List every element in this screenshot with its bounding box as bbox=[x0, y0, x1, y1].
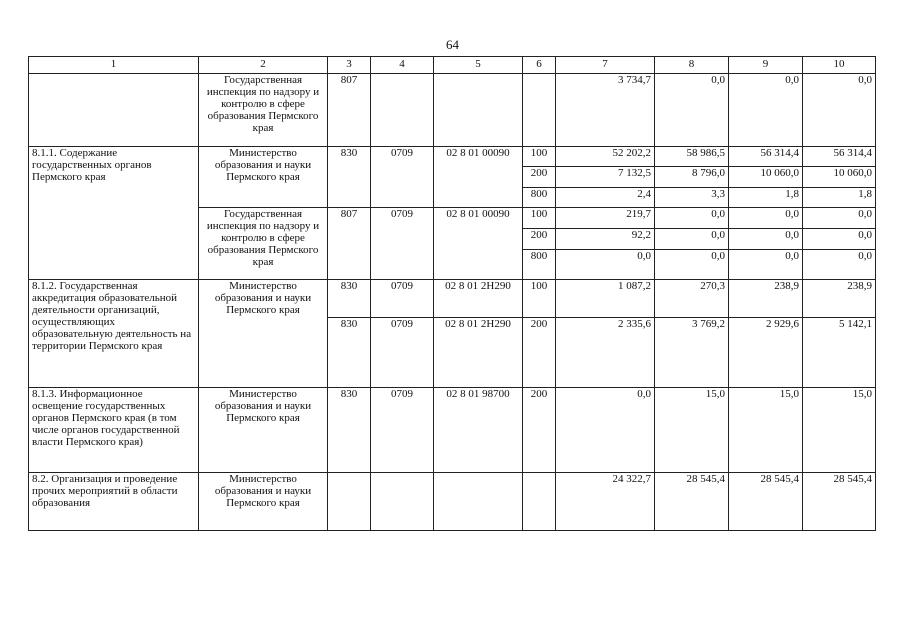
value-cell: 15,0 bbox=[803, 388, 876, 473]
value-cell: 56 314,4 bbox=[803, 147, 876, 167]
value-cell: 1,8 bbox=[729, 188, 803, 208]
value-cell: 58 986,5 bbox=[655, 147, 729, 167]
value-cell: 0,0 bbox=[556, 388, 655, 473]
table-row bbox=[29, 147, 876, 167]
program-cell: 8.1.2. Государственная аккредитация образовательной деятельности организаций, осуществляющих образовательную деятельность на территории Пермского края bbox=[29, 280, 199, 388]
grbs-cell bbox=[328, 473, 371, 531]
section-cell: 0709 bbox=[371, 280, 434, 318]
value-cell: 3,3 bbox=[655, 188, 729, 208]
vr-cell: 800 bbox=[523, 188, 556, 208]
table-row bbox=[29, 473, 876, 531]
value-cell: 0,0 bbox=[803, 229, 876, 250]
value-cell: 270,3 bbox=[655, 280, 729, 318]
value-cell: 3 769,2 bbox=[655, 318, 729, 388]
executor-cell: Министерство образования и науки Пермского края bbox=[199, 473, 328, 531]
col-header-7: 7 bbox=[556, 57, 655, 74]
vr-cell: 800 bbox=[523, 250, 556, 280]
program-cell bbox=[29, 74, 199, 147]
value-cell: 0,0 bbox=[729, 229, 803, 250]
value-cell: 0,0 bbox=[655, 74, 729, 147]
value-cell: 24 322,7 bbox=[556, 473, 655, 531]
vr-cell: 200 bbox=[523, 229, 556, 250]
value-cell: 92,2 bbox=[556, 229, 655, 250]
value-cell: 28 545,4 bbox=[655, 473, 729, 531]
target-cell: 02 8 01 00090 bbox=[434, 147, 523, 208]
grbs-cell: 830 bbox=[328, 388, 371, 473]
value-cell: 0,0 bbox=[556, 250, 655, 280]
target-cell: 02 8 01 00090 bbox=[434, 208, 523, 280]
value-cell: 0,0 bbox=[655, 208, 729, 229]
col-header-3: 3 bbox=[328, 57, 371, 74]
vr-cell: 200 bbox=[523, 318, 556, 388]
value-cell: 2 335,6 bbox=[556, 318, 655, 388]
value-cell: 238,9 bbox=[803, 280, 876, 318]
col-header-4: 4 bbox=[371, 57, 434, 74]
executor-cell: Государственная инспекция по надзору и контролю в сфере образования Пермского края bbox=[199, 208, 328, 280]
col-header-10: 10 bbox=[803, 57, 876, 74]
col-header-6: 6 bbox=[523, 57, 556, 74]
vr-cell: 100 bbox=[523, 208, 556, 229]
value-cell: 0,0 bbox=[729, 208, 803, 229]
value-cell: 2,4 bbox=[556, 188, 655, 208]
value-cell: 8 796,0 bbox=[655, 167, 729, 188]
value-cell: 15,0 bbox=[729, 388, 803, 473]
value-cell: 28 545,4 bbox=[803, 473, 876, 531]
target-cell: 02 8 01 2Н290 bbox=[434, 318, 523, 388]
executor-cell: Министерство образования и науки Пермского края bbox=[199, 147, 328, 208]
value-cell: 0,0 bbox=[729, 250, 803, 280]
section-cell: 0709 bbox=[371, 208, 434, 280]
value-cell: 10 060,0 bbox=[803, 167, 876, 188]
col-header-8: 8 bbox=[655, 57, 729, 74]
executor-cell: Министерство образования и науки Пермского края bbox=[199, 388, 328, 473]
value-cell: 10 060,0 bbox=[729, 167, 803, 188]
vr-cell: 200 bbox=[523, 388, 556, 473]
grbs-cell: 830 bbox=[328, 280, 371, 318]
header-row bbox=[29, 57, 876, 74]
grbs-cell: 807 bbox=[328, 74, 371, 147]
section-cell: 0709 bbox=[371, 388, 434, 473]
target-cell: 02 8 01 98700 bbox=[434, 388, 523, 473]
section-cell bbox=[371, 74, 434, 147]
grbs-cell: 830 bbox=[328, 147, 371, 208]
col-header-2: 2 bbox=[199, 57, 328, 74]
executor-cell: Министерство образования и науки Пермского края bbox=[199, 280, 328, 388]
value-cell: 1,8 bbox=[803, 188, 876, 208]
value-cell: 15,0 bbox=[655, 388, 729, 473]
value-cell: 0,0 bbox=[729, 74, 803, 147]
value-cell: 238,9 bbox=[729, 280, 803, 318]
value-cell: 1 087,2 bbox=[556, 280, 655, 318]
program-cell: 8.2. Организация и проведение прочих мероприятий в области образования bbox=[29, 473, 199, 531]
value-cell: 0,0 bbox=[803, 208, 876, 229]
vr-cell: 200 bbox=[523, 167, 556, 188]
vr-cell: 100 bbox=[523, 147, 556, 167]
value-cell: 7 132,5 bbox=[556, 167, 655, 188]
value-cell: 2 929,6 bbox=[729, 318, 803, 388]
value-cell: 0,0 bbox=[655, 229, 729, 250]
table-row bbox=[29, 388, 876, 473]
col-header-5: 5 bbox=[434, 57, 523, 74]
value-cell: 52 202,2 bbox=[556, 147, 655, 167]
budget-table bbox=[28, 56, 876, 531]
value-cell: 56 314,4 bbox=[729, 147, 803, 167]
vr-cell bbox=[523, 473, 556, 531]
vr-cell bbox=[523, 74, 556, 147]
value-cell: 0,0 bbox=[803, 250, 876, 280]
col-header-1: 1 bbox=[29, 57, 199, 74]
program-cell: 8.1.1. Содержание государственных органов Пермского края bbox=[29, 147, 199, 280]
grbs-cell: 830 bbox=[328, 318, 371, 388]
value-cell: 3 734,7 bbox=[556, 74, 655, 147]
section-cell: 0709 bbox=[371, 318, 434, 388]
section-cell: 0709 bbox=[371, 147, 434, 208]
value-cell: 0,0 bbox=[655, 250, 729, 280]
value-cell: 0,0 bbox=[803, 74, 876, 147]
value-cell: 28 545,4 bbox=[729, 473, 803, 531]
value-cell: 219,7 bbox=[556, 208, 655, 229]
table-row bbox=[29, 74, 876, 147]
value-cell: 5 142,1 bbox=[803, 318, 876, 388]
table-row bbox=[29, 280, 876, 318]
target-cell: 02 8 01 2Н290 bbox=[434, 280, 523, 318]
section-cell bbox=[371, 473, 434, 531]
grbs-cell: 807 bbox=[328, 208, 371, 280]
vr-cell: 100 bbox=[523, 280, 556, 318]
col-header-9: 9 bbox=[729, 57, 803, 74]
executor-cell: Государственная инспекция по надзору и контролю в сфере образования Пермского края bbox=[199, 74, 328, 147]
page-number: 64 bbox=[446, 37, 459, 52]
target-cell bbox=[434, 74, 523, 147]
program-cell: 8.1.3. Информационное освещение государственных органов Пермского края (в том числе органов государственной власти Пермского края) bbox=[29, 388, 199, 473]
target-cell bbox=[434, 473, 523, 531]
